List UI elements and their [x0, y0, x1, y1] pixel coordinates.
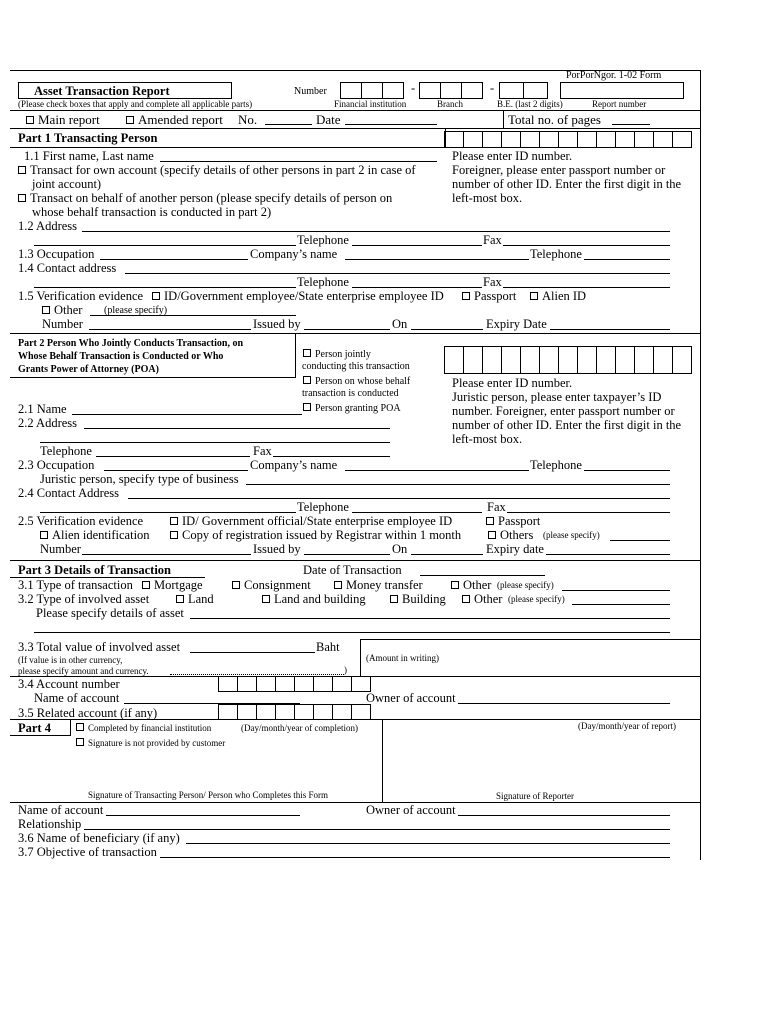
contact-address-label: 1.4 Contact address: [18, 261, 117, 275]
currency-close-paren: ): [344, 665, 347, 675]
report-number-box[interactable]: [560, 82, 684, 99]
address-label: 1.2 Address: [18, 219, 78, 233]
on-field[interactable]: [411, 329, 483, 330]
asset-please-specify: (please specify): [508, 594, 565, 604]
own-account-checkbox[interactable]: [18, 164, 416, 177]
checkbox-icon[interactable]: [18, 194, 26, 202]
telephone-label: Telephone: [297, 233, 349, 247]
footer-name-of-account-field[interactable]: [106, 815, 300, 816]
beneficiary-label: 3.6 Name of beneficiary (if any): [18, 831, 180, 845]
footer-owner-of-account-label: Owner of account: [366, 803, 456, 817]
checkbox-icon[interactable]: [170, 517, 178, 525]
p2-opt-id-checkbox[interactable]: [170, 515, 452, 528]
checkbox-icon[interactable]: [76, 723, 84, 731]
total-value-label: 3.3 Total value of involved asset: [18, 640, 181, 654]
p2-company-field[interactable]: [345, 470, 529, 471]
verification-label: 1.5 Verification evidence: [18, 289, 144, 303]
report-date-label: (Day/month/year of report): [578, 721, 676, 731]
issued-by-label: Issued by: [253, 317, 301, 331]
contact-address-field[interactable]: [125, 273, 670, 274]
date-field[interactable]: [345, 124, 437, 125]
p2-juristic-field[interactable]: [246, 484, 670, 485]
opt-joint-label: Person jointly: [315, 349, 371, 360]
divider: [70, 719, 71, 736]
checkbox-icon[interactable]: [18, 166, 26, 174]
occupation-field[interactable]: [100, 259, 248, 260]
part2-title-1: Part 2 Person Who Jointly Conducts Transaction, on: [18, 338, 244, 349]
specify-asset-label: Please specify details of asset: [36, 606, 184, 620]
opt-behalf-label: Person on whose behalf: [315, 376, 411, 387]
divider: [10, 333, 701, 334]
p2-opt-others-label: Others: [500, 528, 534, 542]
p2-opt-passport-label: Passport: [498, 514, 541, 528]
divider: [360, 639, 701, 640]
p2-verification-label: 2.5 Verification evidence: [18, 514, 144, 528]
amended-report-label: Amended report: [138, 112, 223, 127]
p2-note-3: number. Foreigner, enter passport number or: [452, 404, 675, 418]
telephone-field[interactable]: [352, 245, 482, 246]
checkbox-icon[interactable]: [76, 738, 84, 746]
other-specify-field[interactable]: [90, 315, 296, 316]
p2-note-2: Juristic person, please enter taxpayer’s ID: [452, 390, 662, 404]
opt-alien-checkbox[interactable]: [530, 290, 586, 303]
part1-title: Part 1 Transacting Person: [18, 131, 158, 145]
id-note-3: number of other ID. Enter the first digit in the: [452, 177, 682, 191]
footer-owner-of-account-field[interactable]: [458, 815, 670, 816]
p2-company-telephone-field[interactable]: [584, 470, 670, 471]
id-note-4: left-most box.: [452, 191, 523, 205]
fi-number-boxes[interactable]: [341, 82, 404, 99]
p2-address-label: 2.2 Address: [18, 416, 78, 430]
form-code: PorPorNgor. 1-02 Form: [566, 70, 662, 81]
opt-poa-label: Person granting POA: [315, 403, 401, 414]
checkbox-icon[interactable]: [486, 517, 494, 525]
footer-name-of-account-label: Name of account: [18, 803, 104, 817]
name-of-account-label: Name of account: [34, 691, 120, 705]
owner-of-account-field[interactable]: [458, 703, 670, 704]
checkbox-icon[interactable]: [530, 292, 538, 300]
p2-name-label: 2.1 Name: [18, 402, 67, 416]
total-value-field[interactable]: [190, 652, 315, 653]
occupation-label: 1.3 Occupation: [18, 247, 95, 261]
first-last-name-field[interactable]: [160, 161, 437, 162]
land-label: Land: [188, 592, 214, 606]
label-be: B.E. (last 2 digits): [497, 99, 563, 109]
p2-note-1: Please enter ID number.: [452, 376, 573, 390]
divider: [382, 719, 383, 802]
objective-field[interactable]: [160, 857, 670, 858]
sig-reporter-label: Signature of Reporter: [496, 791, 574, 801]
p2-contact-fax-label: Fax: [487, 500, 506, 514]
mortgage-label: Mortgage: [154, 578, 203, 592]
own-account-label: Transact for own account (specify details of other persons in part 2 in case of: [30, 163, 416, 177]
dash-2: -: [490, 81, 495, 95]
tx-please-specify: (please specify): [497, 580, 554, 590]
id-note-2: Foreigner, please enter passport number or: [452, 163, 666, 177]
asset-other-checkbox[interactable]: [462, 593, 502, 606]
checkbox-icon[interactable]: [142, 581, 150, 589]
owner-of-account-label: Owner of account: [366, 691, 456, 705]
date-of-transaction-field[interactable]: [420, 575, 545, 576]
land-building-label: Land and building: [274, 592, 366, 606]
label-branch: Branch: [437, 99, 463, 109]
checkbox-icon[interactable]: [152, 292, 160, 300]
p2-contact-telephone-field[interactable]: [352, 512, 482, 513]
opt-alien-label: Alien ID: [542, 289, 587, 303]
contact-fax-field[interactable]: [503, 287, 670, 288]
divider: [10, 128, 701, 129]
p2-issued-by-field[interactable]: [304, 554, 390, 555]
opt-joint-checkbox[interactable]: [303, 349, 371, 360]
address-field[interactable]: [82, 231, 670, 232]
part2-title-3: Grants Power of Attorney (POA): [18, 364, 159, 375]
sig-person-label: Signature of Transacting Person/ Person who Completes this Form: [88, 790, 328, 800]
behalf-label: Transact on behalf of another person (please specify details of person on: [30, 191, 393, 205]
divider: [10, 735, 70, 736]
consignment-label: Consignment: [244, 578, 311, 592]
divider: [10, 560, 701, 561]
currency-note-1: (If value is in other currency,: [18, 655, 123, 665]
number-label: Number: [42, 317, 83, 331]
p2-contact-fax-field[interactable]: [507, 512, 670, 513]
company-label: Company’s name: [250, 247, 338, 261]
date-of-transaction-label: Date of Transaction: [303, 563, 402, 577]
p2-others-field[interactable]: [610, 540, 670, 541]
checkbox-icon[interactable]: [40, 531, 48, 539]
opt-passport-checkbox[interactable]: [462, 290, 516, 303]
building-checkbox[interactable]: [390, 593, 446, 606]
label-financial-institution: Financial institution: [334, 99, 407, 109]
p2-please-specify: (please specify): [543, 530, 600, 540]
checkbox-icon[interactable]: [462, 595, 470, 603]
checkbox-icon[interactable]: [42, 306, 50, 314]
p2-juristic-label: Juristic person, specify type of business: [40, 472, 239, 486]
contact-telephone-label: Telephone: [297, 275, 349, 289]
asset-other-label: Other: [474, 592, 503, 606]
specify-asset-field[interactable]: [190, 618, 670, 619]
land-checkbox[interactable]: [176, 593, 214, 606]
p2-contact-telephone-label: Telephone: [297, 500, 349, 514]
part2-title-2: Whose Behalf Transaction is Conducted or Who: [18, 351, 224, 362]
opt-passport-label: Passport: [474, 289, 517, 303]
divider: [10, 802, 701, 803]
divider: [503, 110, 504, 128]
number-field[interactable]: [89, 329, 251, 330]
checkbox-icon[interactable]: [170, 531, 178, 539]
p2-name-field[interactable]: [72, 414, 302, 415]
consignment-checkbox[interactable]: [232, 579, 311, 592]
instruction-text: (Please check boxes that apply and complete all applicable parts): [18, 99, 253, 109]
specify-asset-field-2[interactable]: [34, 632, 670, 633]
total-pages-label: Total no. of pages: [508, 112, 601, 127]
p2-expiry-field[interactable]: [546, 554, 670, 555]
opt-behalf-label-2: transaction is conducted: [302, 388, 399, 399]
main-report-checkbox[interactable]: [26, 113, 100, 126]
divider: [10, 110, 701, 111]
type-tx-label: 3.1 Type of transaction: [18, 578, 133, 592]
building-label: Building: [402, 592, 446, 606]
p2-on-field[interactable]: [411, 554, 483, 555]
related-account-label: 3.5 Related account (if any): [18, 706, 158, 720]
number-label: Number: [294, 86, 327, 97]
p2-on-label: On: [392, 542, 408, 556]
expiry-label: Expiry Date: [486, 317, 547, 331]
account-number-label: 3.4 Account number: [18, 677, 120, 691]
account-number-boxes[interactable]: [219, 676, 371, 692]
p2-fax-field[interactable]: [273, 456, 390, 457]
own-account-label-2: joint account): [32, 177, 102, 191]
tx-other-checkbox[interactable]: [451, 579, 491, 592]
p2-opt-id-label: ID/ Government official/State enterprise employee ID: [182, 514, 453, 528]
opt-other-label: Other: [54, 303, 83, 317]
part3-title: Part 3 Details of Transaction: [18, 563, 171, 577]
company-telephone-field[interactable]: [584, 259, 670, 260]
first-last-name-label: 1.1 First name, Last name: [24, 149, 154, 163]
baht-label: Baht: [316, 640, 340, 654]
contact-address-field-2[interactable]: [34, 287, 296, 288]
fax-label: Fax: [483, 233, 502, 247]
amended-report-checkbox[interactable]: [126, 113, 223, 126]
p2-contact-label: 2.4 Contact Address: [18, 486, 120, 500]
on-label: On: [392, 317, 408, 331]
p2-issued-by-label: Issued by: [253, 542, 301, 556]
checkbox-icon[interactable]: [262, 595, 270, 603]
divider: [295, 333, 296, 378]
p2-fax-label: Fax: [253, 444, 272, 458]
p2-note-4: number of other ID. Enter the first digit in the: [452, 418, 682, 432]
p2-occupation-label: 2.3 Occupation: [18, 458, 95, 472]
p2-contact-field[interactable]: [128, 498, 670, 499]
p2-opt-alien-checkbox[interactable]: [40, 529, 150, 542]
please-specify: (please specify): [104, 305, 168, 316]
checkbox-icon[interactable]: [488, 531, 496, 539]
land-building-checkbox[interactable]: [262, 593, 366, 606]
checkbox-icon[interactable]: [126, 116, 134, 124]
objective-label: 3.7 Objective of transaction: [18, 845, 157, 859]
checkbox-icon[interactable]: [232, 581, 240, 589]
type-asset-label: 3.2 Type of involved asset: [18, 592, 150, 606]
p2-address-field[interactable]: [84, 428, 390, 429]
checkbox-icon[interactable]: [390, 595, 398, 603]
fax-field[interactable]: [503, 245, 670, 246]
divider: [360, 639, 361, 676]
contact-telephone-field[interactable]: [352, 287, 482, 288]
checkbox-icon[interactable]: [303, 349, 311, 357]
company-telephone-label: Telephone: [530, 247, 582, 261]
relationship-label: Relationship: [18, 817, 82, 831]
completion-date-label: (Day/month/year of completion): [241, 723, 358, 733]
branch-number-boxes[interactable]: [420, 82, 483, 99]
total-pages-field[interactable]: [612, 124, 650, 125]
beneficiary-field[interactable]: [186, 843, 670, 844]
no-signature-checkbox[interactable]: [76, 738, 225, 748]
opt-behalf-checkbox[interactable]: [303, 376, 410, 387]
p2-contact-field-2[interactable]: [40, 512, 296, 513]
tx-other-field[interactable]: [562, 590, 670, 591]
checkbox-icon[interactable]: [303, 403, 311, 411]
issued-by-field[interactable]: [304, 329, 390, 330]
divider: [10, 147, 445, 148]
part4-title: Part 4: [18, 721, 51, 735]
be-number-boxes[interactable]: [500, 82, 548, 99]
main-report-label: Main report: [38, 112, 100, 127]
money-transfer-checkbox[interactable]: [334, 579, 423, 592]
dash-1: -: [411, 81, 416, 95]
divider: [10, 377, 295, 378]
id-note-1: Please enter ID number.: [452, 149, 573, 163]
completed-by-checkbox[interactable]: [76, 723, 211, 733]
money-transfer-label: Money transfer: [346, 578, 423, 592]
behalf-checkbox[interactable]: [18, 192, 392, 205]
opt-poa-checkbox[interactable]: [303, 403, 401, 414]
p2-occupation-field[interactable]: [104, 470, 248, 471]
behalf-label-2: whose behalf transaction is conducted in part 2): [32, 205, 272, 219]
p2-note-5: left-most box.: [452, 432, 523, 446]
currency-field[interactable]: [170, 674, 344, 675]
checkbox-icon[interactable]: [462, 292, 470, 300]
p2-opt-passport-checkbox[interactable]: [486, 515, 540, 528]
opt-id-label: ID/Government employee/State enterprise employee ID: [164, 289, 444, 303]
part1-id-boxes[interactable]: [445, 131, 692, 148]
p2-telephone-field[interactable]: [96, 456, 250, 457]
opt-joint-label-2: conducting this transaction: [302, 361, 410, 372]
company-field[interactable]: [345, 259, 529, 260]
contact-fax-label: Fax: [483, 275, 502, 289]
p2-opt-copy-checkbox[interactable]: [170, 529, 461, 542]
part2-id-boxes[interactable]: [445, 346, 692, 374]
label-report-number: Report number: [592, 99, 647, 109]
divider: [10, 719, 701, 720]
p2-address-field-2[interactable]: [40, 442, 390, 443]
p2-expiry-label: Expiry date: [486, 542, 544, 556]
no-signature-label: Signature is not provided by customer: [88, 738, 226, 748]
p2-company-telephone-label: Telephone: [530, 458, 582, 472]
p2-opt-copy-label: Copy of registration issued by Registrar within 1 month: [182, 528, 462, 542]
checkbox-icon[interactable]: [176, 595, 184, 603]
amount-in-writing-label: (Amount in writing): [366, 653, 439, 663]
p2-opt-others-checkbox[interactable]: [488, 529, 533, 542]
no-field[interactable]: [265, 124, 312, 125]
p2-opt-alien-label: Alien identification: [52, 528, 150, 542]
p2-number-label: Number: [40, 542, 81, 556]
page-title: Asset Transaction Report: [34, 84, 170, 98]
asset-other-field[interactable]: [572, 604, 670, 605]
p2-telephone-label: Telephone: [40, 444, 92, 458]
currency-note-2: please specify amount and currency.: [18, 666, 149, 676]
p2-number-field[interactable]: [82, 554, 251, 555]
date-label: Date: [316, 112, 341, 127]
checkbox-icon[interactable]: [451, 581, 459, 589]
relationship-field[interactable]: [84, 829, 670, 830]
p2-company-label: Company’s name: [250, 458, 338, 472]
tx-other-label: Other: [463, 578, 492, 592]
no-label: No.: [238, 112, 258, 127]
completed-by-label: Completed by financial institution: [88, 723, 212, 733]
opt-id-checkbox[interactable]: [152, 290, 444, 303]
expiry-field[interactable]: [550, 329, 670, 330]
opt-other-checkbox[interactable]: [42, 304, 82, 317]
related-account-boxes[interactable]: [219, 704, 371, 720]
checkbox-icon[interactable]: [303, 376, 311, 384]
checkbox-icon[interactable]: [334, 581, 342, 589]
checkbox-icon[interactable]: [26, 116, 34, 124]
mortgage-checkbox[interactable]: [142, 579, 203, 592]
address-field-2[interactable]: [34, 245, 296, 246]
